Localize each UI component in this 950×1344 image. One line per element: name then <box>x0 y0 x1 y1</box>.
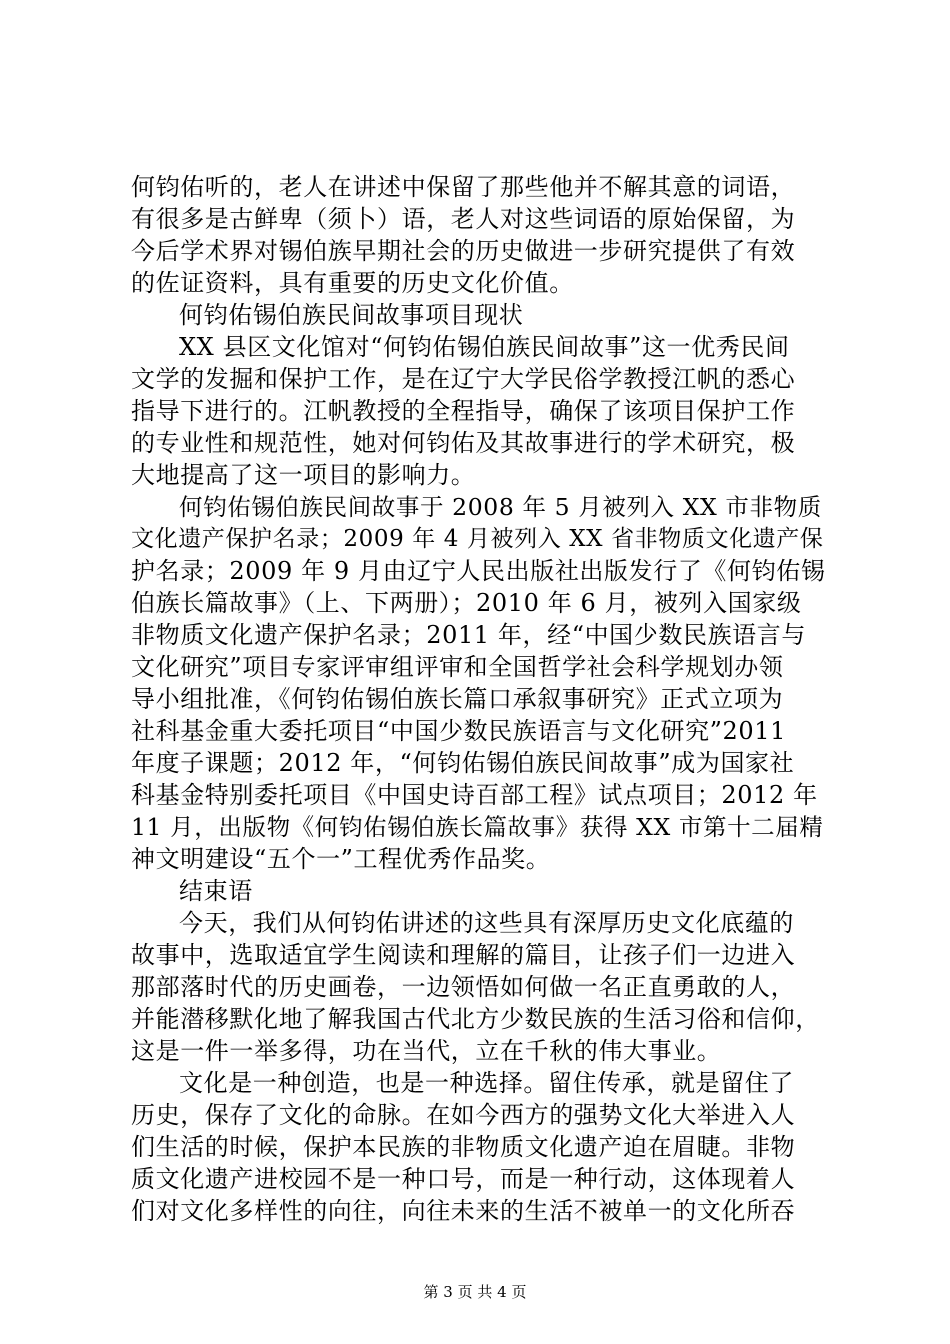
text-line: 文化研究”项目专家评审组评审和全国哲学社会科学规划办领 <box>131 653 784 681</box>
text-line: 们生活的时候，保护本民族的非物质文化遗产迫在眉睫。非物 <box>131 1133 796 1161</box>
text-line: 11 月，出版物《何钧佑锡伯族长篇故事》获得 XX 市第十二届精 <box>131 813 824 841</box>
text-line: 何钧佑听的，老人在讲述中保留了那些他并不解其意的词语， <box>131 173 796 201</box>
page-footer: 第 3 页 共 4 页 <box>423 1283 527 1301</box>
text-line: 何钧佑锡伯族民间故事项目现状 <box>179 301 524 329</box>
text-line: 文化是一种创造，也是一种选择。留住传承，就是留住了 <box>179 1069 794 1097</box>
text-line: 何钧佑锡伯族民间故事于 2008 年 5 月被列入 XX 市非物质 <box>179 493 822 521</box>
text-line: 文学的发掘和保护工作，是在辽宁大学民俗学教授江帆的悉心 <box>131 365 796 393</box>
text-line: 伯族长篇故事》（上、下两册）；2010 年 6 月，被列入国家级 <box>131 589 802 617</box>
text-line: XX 县区文化馆对“何钧佑锡伯族民间故事”这一优秀民间 <box>179 333 790 361</box>
text-line: 们对文化多样性的向往，向往未来的生活不被单一的文化所吞 <box>131 1197 796 1225</box>
text-line: 社科基金重大委托项目“中国少数民族语言与文化研究”2011 <box>131 717 787 745</box>
text-line: 指导下进行的。江帆教授的全程指导，确保了该项目保护工作 <box>131 397 796 425</box>
text-line: 护名录；2009 年 9 月由辽宁人民出版社出版发行了《何钧佑锡 <box>131 557 826 585</box>
text-line: 文化遗产保护名录；2009 年 4 月被列入 XX 省非物质文化遗产保 <box>131 526 824 552</box>
text-line: 历史，保存了文化的命脉。在如今西方的强势文化大举进入人 <box>131 1101 796 1129</box>
text-line: 大地提高了这一项目的影响力。 <box>131 461 476 489</box>
text-line: 故事中，选取适宜学生阅读和理解的篇目，让孩子们一边进入 <box>131 941 796 969</box>
text-line: 有很多是古鲜卑（须卜）语，老人对这些词语的原始保留，为 <box>131 205 796 233</box>
text-line: 导小组批准，《何钧佑锡伯族长篇口承叙事研究》正式立项为 <box>131 685 784 713</box>
text-line: 年度子课题；2012 年，“何钧佑锡伯族民间故事”成为国家社 <box>131 749 795 777</box>
document-body <box>131 171 831 1227</box>
text-line: 那部落时代的历史画卷，一边领悟如何做一名正直勇敢的人， <box>131 973 796 1001</box>
text-line: 非物质文化遗产保护名录；2011 年，经“中国少数民族语言与 <box>131 621 806 649</box>
text-line: 科基金特别委托项目《中国史诗百部工程》试点项目；2012 年 <box>131 781 818 809</box>
text-line: 并能潜移默化地了解我国古代北方少数民族的生活习俗和信仰， <box>131 1005 820 1033</box>
text-line: 这是一件一举多得，功在当代，立在千秋的伟大事业。 <box>131 1037 722 1065</box>
text-line: 质文化遗产进校园不是一种口号，而是一种行动，这体现着人 <box>131 1165 796 1193</box>
text-line: 神文明建设“五个一”工程优秀作品奖。 <box>131 845 551 873</box>
text-line: 今天，我们从何钧佑讲述的这些具有深厚历史文化底蕴的 <box>179 909 794 937</box>
text-line: 的专业性和规范性，她对何钧佑及其故事进行的学术研究，极 <box>131 429 796 457</box>
text-line: 结束语 <box>179 877 253 905</box>
text-line: 的佐证资料，具有重要的历史文化价值。 <box>131 269 574 297</box>
text-line: 今后学术界对锡伯族早期社会的历史做进一步研究提供了有效 <box>131 237 796 265</box>
